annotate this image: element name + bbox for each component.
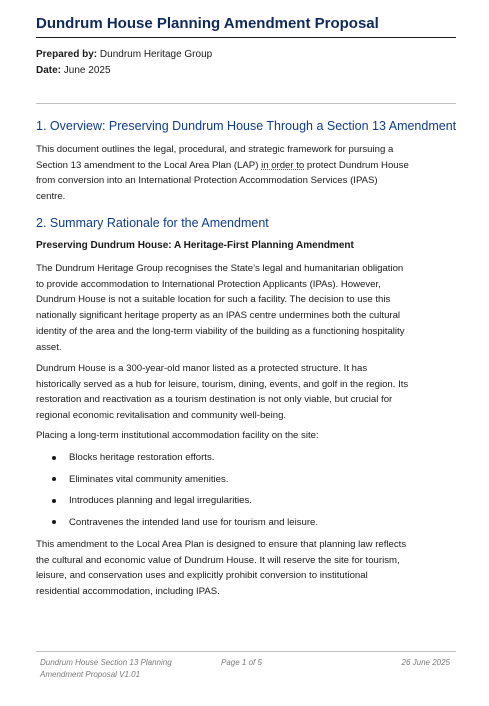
date-label: Date: — [36, 65, 62, 76]
section-2-paragraph-4: This amendment to the Local Area Plan is designed to ensure that planning law reflects the cultural and economic value of Dundrum House. It will reserve the site for tourism, leisure, and conservation uses and explicitly prohibit conversion to institutional residential accommodation, including IPAS. — [36, 539, 407, 598]
date-line — [36, 65, 111, 76]
prepared-by-value: Dundrum Heritage Group — [99, 49, 213, 60]
list-item: Blocks heritage restoration efforts. — [36, 447, 456, 469]
header-divider — [36, 103, 456, 104]
bullet-icon — [52, 520, 56, 524]
document-title: Dundrum House Planning Amendment Proposal — [36, 15, 456, 38]
date-value: June 2025 — [63, 65, 111, 76]
section-2-paragraph-1: The Dundrum Heritage Group recognises the State’s legal and humanitarian obligation to provide accommodation to International Protection Applicants (IPAs). However, Dundrum House is not a suitable location for such a facility. The decision to use this nationally significant heritage property as an IPAS centre undermines both the cultural identity of the area and the long-term viability of the building as a functioning hospitality asset. — [36, 263, 405, 353]
bullet-icon — [52, 477, 56, 481]
section-2-subheading: Preserving Dundrum House: A Heritage-First Planning Amendment — [36, 240, 354, 251]
prepared-by-line — [36, 49, 212, 60]
section-2-paragraph-2: Dundrum House is a 300-year-old manor listed as a protected structure. It has historically served as a hub for leisure, tourism, dining, events, and golf in the region. Its restoration and reactivation as a tourism destination is not only viable, but crucial for regional economic revitalisation and community well-being. — [36, 363, 409, 422]
impact-bullet-list — [36, 447, 456, 533]
grammar-suggestion-underline[interactable]: in order to — [261, 159, 305, 171]
section-1-heading: 1. Overview: Preserving Dundrum House Through a Section 13 Amendment — [36, 119, 457, 133]
prepared-by-label: Prepared by: — [36, 49, 98, 60]
section-2-heading: 2. Summary Rationale for the Amendment — [36, 216, 269, 230]
footer-page-number: Page 1 of 5 — [221, 658, 262, 667]
bullet-icon — [52, 456, 56, 460]
section-2-paragraph-3: Placing a long-term institutional accommodation facility on the site: — [36, 430, 319, 441]
bullet-icon — [52, 499, 56, 503]
list-item: Contravenes the intended land use for tourism and leisure. — [36, 512, 456, 534]
section-1-paragraph: This document outlines the legal, procedural, and strategic framework for pursuing a Section 13 amendment to the Local Area Plan (LAP) in order to protect Dundrum House from conversion into an International Protection Accommodation Services (IPAS) centre. — [36, 144, 409, 203]
footer-divider — [36, 651, 456, 652]
footer-date: 26 June 2025 — [401, 658, 450, 667]
list-item: Eliminates vital community amenities. — [36, 469, 456, 491]
list-item: Introduces planning and legal irregularities. — [36, 490, 456, 512]
footer-document-name: Dundrum House Section 13 Planning Amendment Proposal V1.01 — [40, 658, 172, 679]
